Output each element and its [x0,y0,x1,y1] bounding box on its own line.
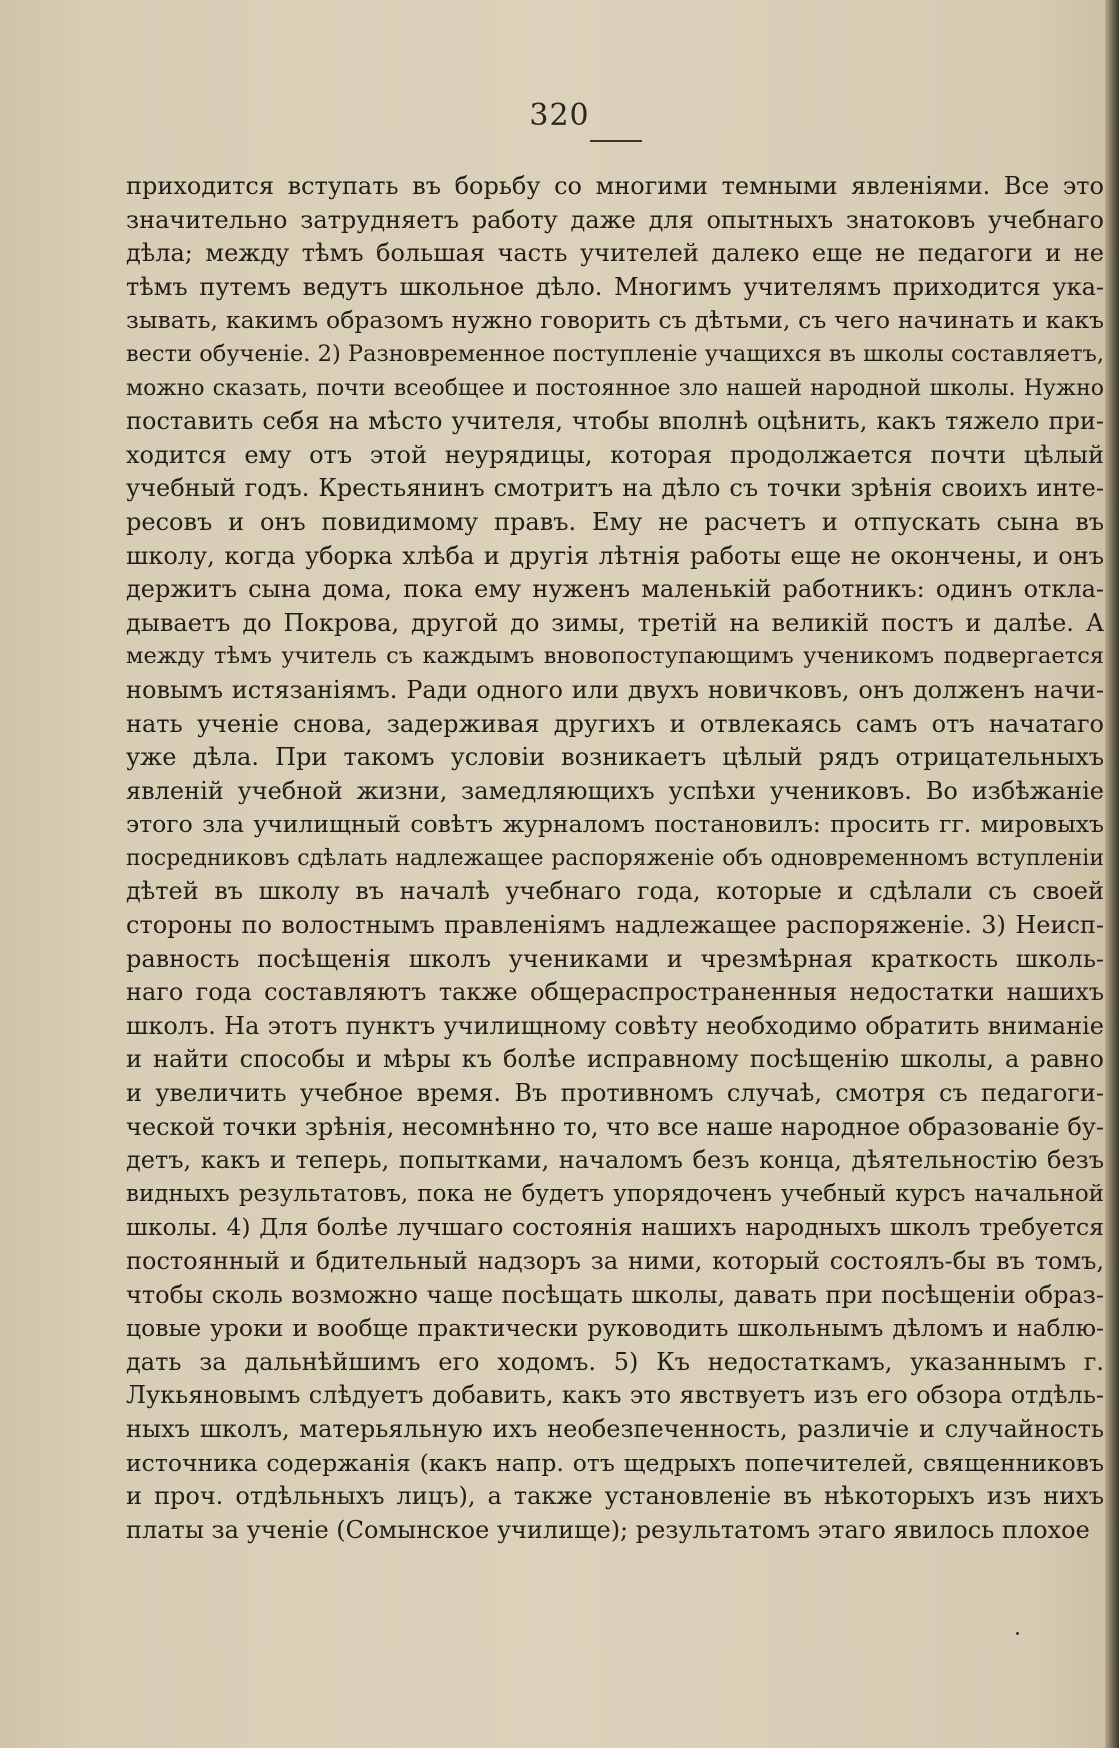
text-line: цовые уроки и вообще практически руководить школьнымъ дѣломъ и наблю- [126,1314,1104,1343]
ink-speck [1016,1632,1019,1635]
text-line: постоянный и бдительный надзоръ за ними, который состоялъ-бы въ томъ, [126,1247,1104,1275]
text-line: тѣмъ путемъ ведутъ школьное дѣло. Многимъ учителямъ приходится ука- [126,272,1104,301]
text-line: уже дѣла. При такомъ условіи возникаетъ цѣлый рядъ отрицательныхъ [126,743,1104,772]
text-line: нать ученіе снова, задерживая другихъ и отвлекаясь самъ отъ начатаго [126,709,1104,738]
text-line: и проч. отдѣльныхъ лицъ), а также установленіе въ нѣкоторыхъ изъ нихъ [126,1482,1104,1511]
text-line: видныхъ результатовъ, пока не будетъ упорядоченъ учебный курсъ начальной [126,1180,1104,1207]
text-line: вести обученіе. 2) Разновременное поступленіе учащихся въ школы составляетъ, [126,340,1104,367]
text-line: посредниковъ сдѣлать надлежащее распоряженіе объ одновременномъ вступленіи [126,845,1104,871]
page-edge-shadow [1105,0,1119,1748]
text-line: ческой точки зрѣнія, несомнѣнно то, что все наше народное образованіе бу- [126,1112,1104,1141]
text-line: между тѣмъ учитель съ каждымъ вновопоступающимъ ученикомъ подвергается [126,643,1104,670]
text-line: новымъ истязаніямъ. Ради одного или двухъ новичковъ, онъ долженъ начи- [126,675,1104,704]
text-line: и увеличить учебное время. Въ противномъ случаѣ, смотря съ педагоги- [126,1079,1104,1108]
text-line: значительно затрудняетъ работу даже для опытныхъ знатоковъ учебнаго [126,205,1104,234]
text-line: зывать, какимъ образомъ нужно говорить съ дѣтьми, съ чего начинать и какъ [126,306,1104,335]
text-line: держитъ сына дома, пока ему нуженъ маленькій работникъ: одинъ откла- [126,575,1104,604]
text-line: равность посѣщенія школъ учениками и чрезмѣрная краткость школь- [126,944,1104,973]
text-line: дѣла; между тѣмъ большая часть учителей далеко еще не педагоги и не [126,239,1104,268]
page-number-underline [590,140,642,142]
text-line: дѣтей въ школу въ началѣ учебнаго года, которые и сдѣлали съ своей [126,877,1104,906]
text-line: Лукьяновымъ слѣдуетъ добавить, какъ это явствуетъ изъ его обзора отдѣль- [126,1381,1104,1410]
text-line: школу, когда уборка хлѣба и другія лѣтнія работы еще не окончены, и онъ [126,541,1104,570]
text-line: ныхъ школъ, матерьяльную ихъ необезпеченность, различіе и случайность [126,1414,1104,1443]
text-line: дать за дальнѣйшимъ его ходомъ. 5) Къ недостаткамъ, указаннымъ г. [126,1347,1104,1376]
text-line: стороны по волостнымъ правленіямъ надлежащее распоряженіе. 3) Неисп- [126,911,1104,940]
text-line: школъ. На этотъ пунктъ училищному совѣту необходимо обратить вниманіе [126,1011,1104,1040]
text-line: и найти способы и мѣры къ болѣе исправному посѣщенію школы, а равно [126,1045,1104,1074]
text-line: школы. 4) Для болѣе лучшаго состоянія нашихъ народныхъ школъ требуется [126,1213,1104,1242]
text-line: поставить себя на мѣсто учителя, чтобы вполнѣ оцѣнить, какъ тяжело при- [126,407,1104,436]
text-line: источника содержанія (какъ напр. отъ щедрыхъ попечителей, священниковъ [126,1448,1104,1477]
text-line: явленій учебной жизни, замедляющихъ успѣхи учениковъ. Во избѣжаніе [126,776,1104,805]
text-line: детъ, какъ и теперь, попытками, началомъ безъ конца, дѣятельностію безъ [126,1146,1104,1175]
text-line: можно сказать, почти всеобщее и постоянное зло нашей народной школы. Нужно [126,375,1104,401]
text-line: чтобы сколь возможно чаще посѣщать школы, давать при посѣщеніи образ- [126,1280,1104,1309]
text-line: этого зла училищный совѣтъ журналомъ постановилъ: просить гг. мировыхъ [126,810,1104,839]
text-line: дываетъ до Покрова, другой до зимы, третій на великій постъ и далѣе. А [126,608,1104,637]
text-line: учебный годъ. Крестьянинъ смотритъ на дѣло съ точки зрѣнія своихъ инте- [126,474,1104,503]
text-line: наго года составляютъ также общераспространенныя недостатки нашихъ [126,978,1104,1007]
text-line: приходится вступать въ борьбу со многими темными явленіями. Все это [126,172,1104,200]
page-number: 320 [529,98,590,133]
text-line: платы за ученіе (Сомынское училище); результатомъ этаго явилось плохое [126,1515,1090,1544]
body-text [126,170,1104,1547]
text-line: ресовъ и онъ повидимому правъ. Ему не расчетъ и отпускать сына въ [126,507,1104,536]
text-line: ходится ему отъ этой неурядицы, которая продолжается почти цѣлый [126,440,1104,469]
